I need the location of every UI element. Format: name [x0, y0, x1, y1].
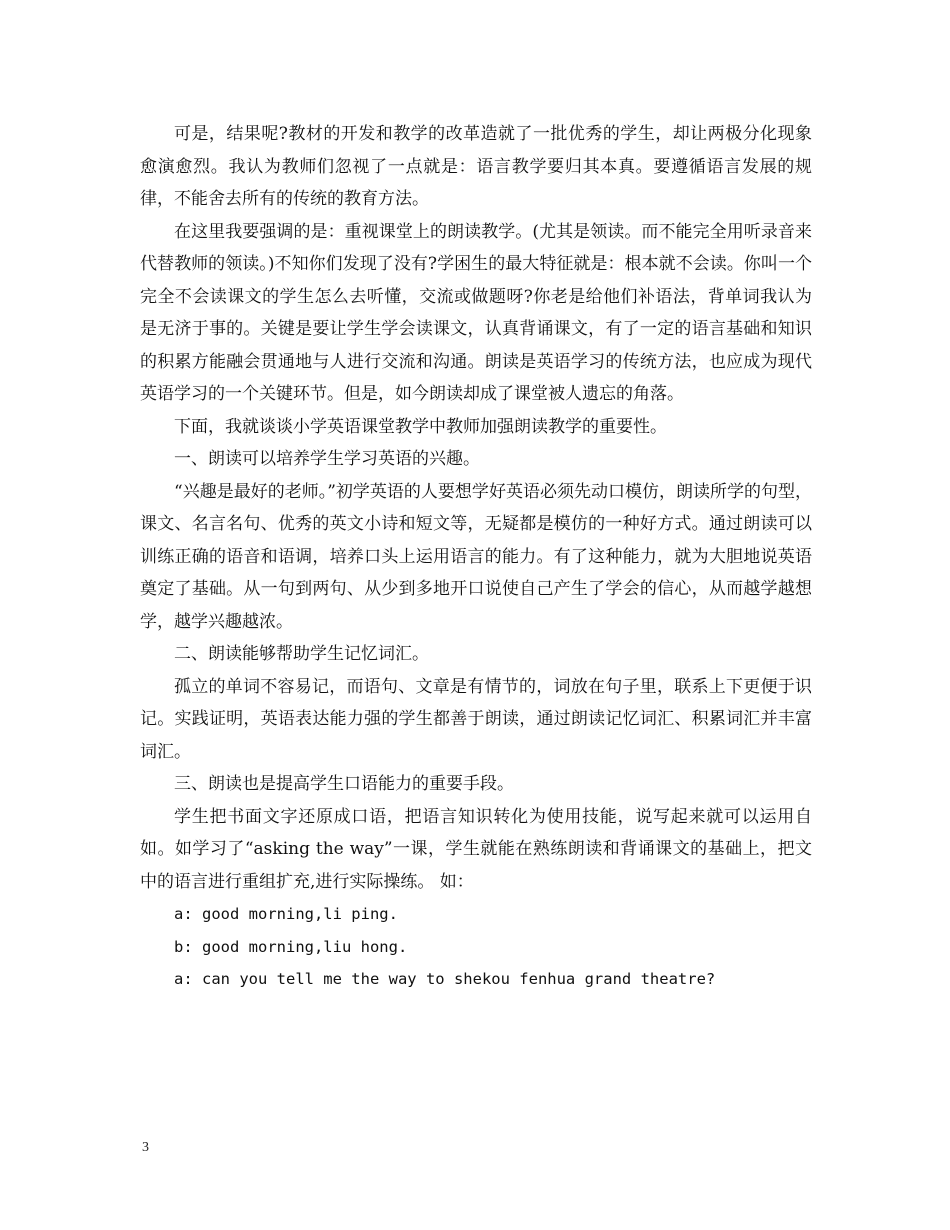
paragraph: 孤立的单词不容易记，而语句、文章是有情节的，词放在句子里，联系上下更便于识记。实践证明，英语表达能力强的学生都善于朗读，通过朗读记忆词汇、积累词汇并丰富词汇。 [140, 676, 812, 762]
paragraph: 学生把书面文字还原成口语，把语言知识转化为使用技能，说写起来就可以运用自如。如学习了“asking the way”一课，学生就能在熟练朗读和背诵课文的基础上，把文中的语言进行重组扩充,进行实际操练。 如： [140, 806, 812, 892]
dialogue-line: a: good morning,li ping. [174, 905, 398, 923]
paragraph: 可是，结果呢?教材的开发和教学的改革造就了一批优秀的学生，却让两极分化现象愈演愈烈。我认为教师们忽视了一点就是：语言教学要归其本真。要遵循语言发展的规律，不能舍去所有的传统的教育方法。 [140, 124, 812, 209]
paragraph: “兴趣是最好的老师。”初学英语的人要想学好英语必须先动口模仿，朗读所学的句型，课文、名言名句、优秀的英文小诗和短文等，无疑都是模仿的一种好方式。通过朗读可以训练正确的语音和语调，培养口头上运用语言的能力。有了这种能力，就为大胆地说英语奠定了基础。从一句到两句、从少到多地开口说使自己产生了学会的信心，从而越学越想学，越学兴趣越浓。 [140, 481, 812, 632]
section-heading: 三、朗读也是提高学生口语能力的重要手段。 [174, 774, 514, 794]
body-text [140, 118, 812, 996]
section-heading: 二、朗读能够帮助学生记忆词汇。 [174, 644, 429, 664]
paragraph: 在这里我要强调的是：重视课堂上的朗读教学。(尤其是领读。而不能完全用听录音来代替教师的领读。)不知你们发现了没有?学困生的最大特征就是：根本就不会读。你叫一个完全不会读课文的学生怎么去听懂，交流或做题呀?你老是给他们补语法，背单词我认为是无济于事的。关键是要让学生学会读课文，认真背诵课文，有了一定的语言基础和知识的积累方能融会贯通地与人进行交流和沟通。朗读是英语学习的传统方法，也应成为现代英语学习的一个关键环节。但是，如今朗读却成了课堂被人遗忘的角落。 [140, 221, 812, 404]
section-heading: 一、朗读可以培养学生学习英语的兴趣。 [174, 449, 480, 469]
dialogue-line: a: can you tell me the way to shekou fenhua grand theatre? [174, 970, 716, 988]
dialogue-line: b: good morning,liu hong. [174, 937, 408, 956]
page-number: 3 [142, 1140, 149, 1155]
paragraph: 下面，我就谈谈小学英语课堂教学中教师加强朗读教学的重要性。 [174, 416, 667, 437]
